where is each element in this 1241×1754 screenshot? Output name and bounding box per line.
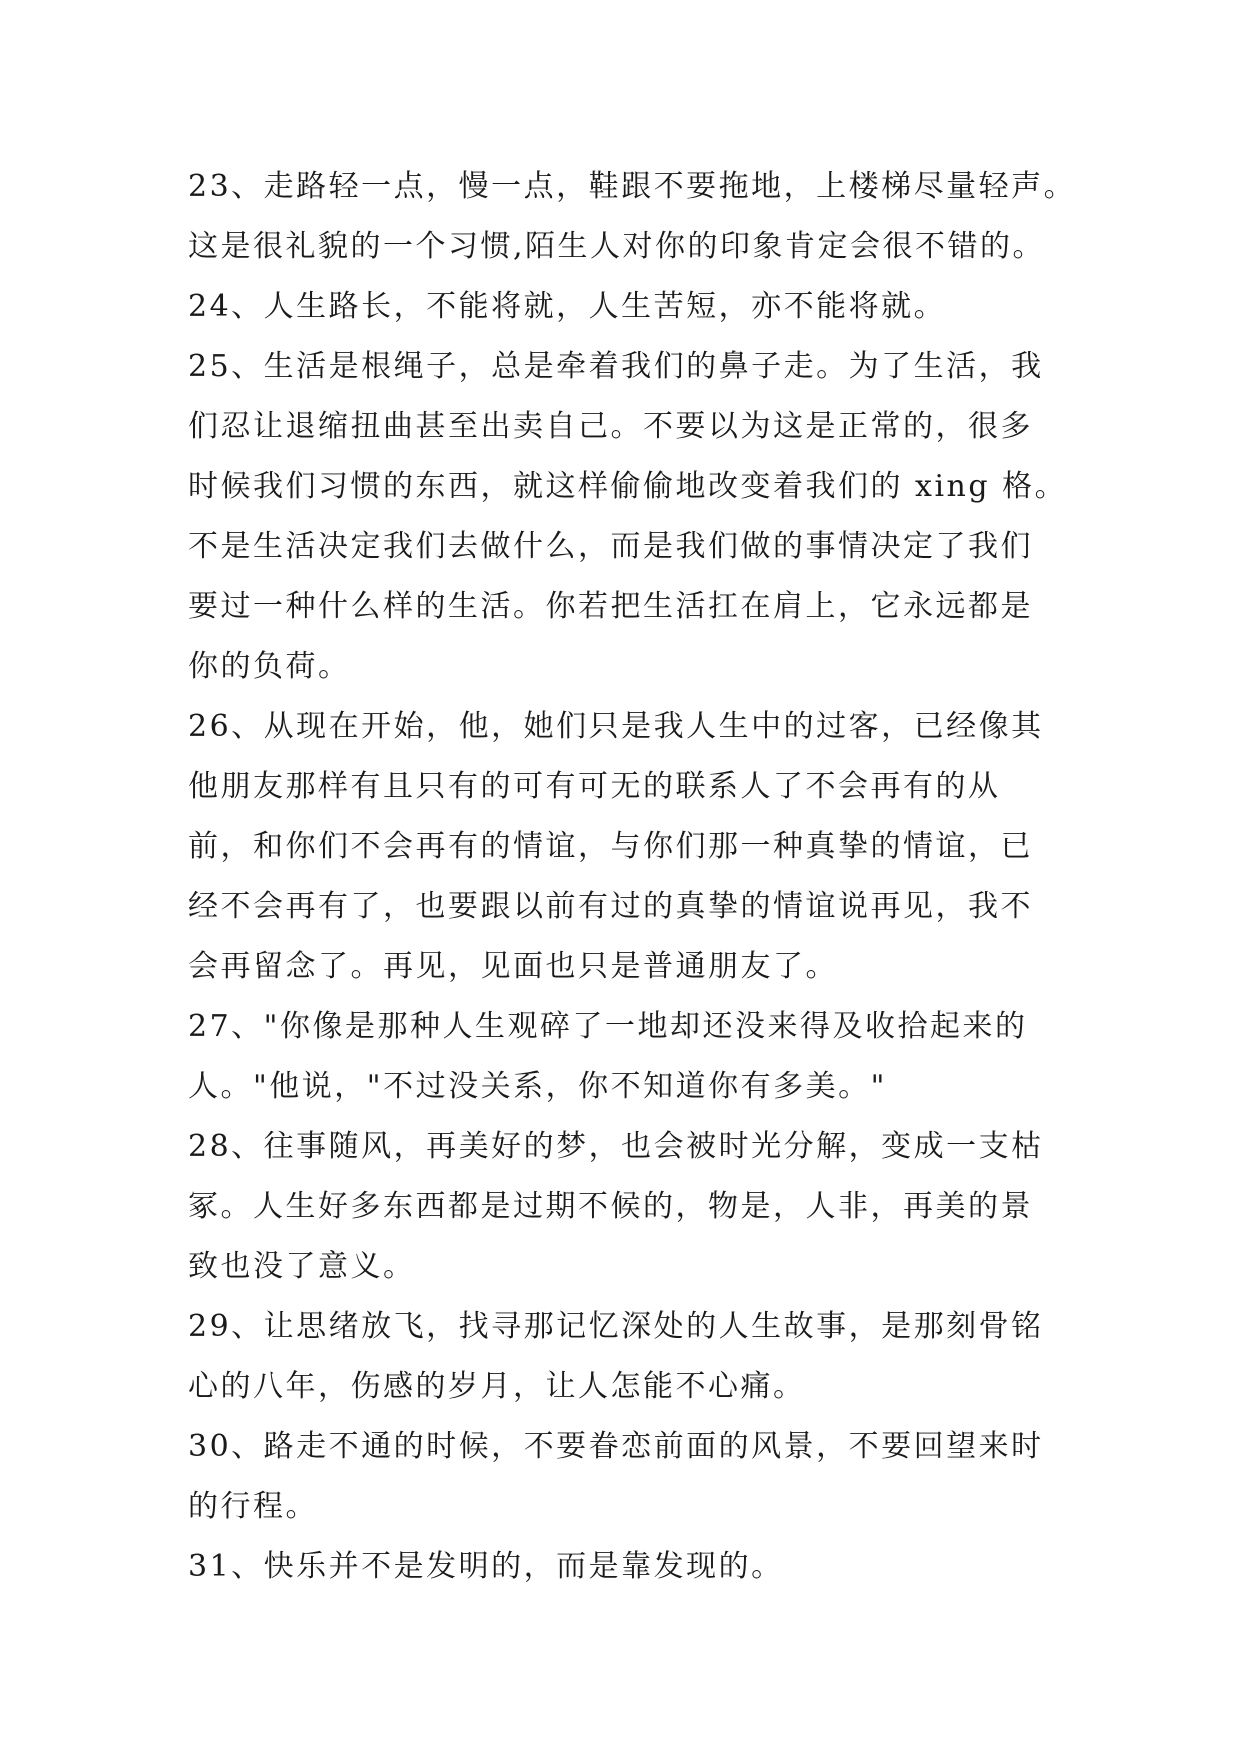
text-line: 28、往事随风，再美好的梦，也会被时光分解，变成一支枯	[188, 1129, 1044, 1164]
document-body	[188, 157, 1088, 1597]
text-line: 30、路走不通的时候，不要眷恋前面的风景，不要回望来时	[188, 1429, 1044, 1464]
text-line: 你的负荷。	[188, 649, 351, 684]
text-line: 致也没了意义。	[188, 1249, 416, 1284]
text-line: 他朋友那样有且只有的可有可无的联系人了不会再有的从	[188, 769, 1001, 804]
text-line: 的行程。	[188, 1489, 318, 1524]
text-line: 时候我们习惯的东西，就这样偷偷地改变着我们的 xing 格。	[188, 469, 1068, 504]
text-line: 会再留念了。再见，见面也只是普通朋友了。	[188, 949, 838, 984]
text-line: 不是生活决定我们去做什么，而是我们做的事情决定了我们	[188, 529, 1033, 564]
text-line: 们忍让退缩扭曲甚至出卖自己。不要以为这是正常的，很多	[188, 409, 1033, 444]
text-line: 27、"你像是那种人生观碎了一地却还没来得及收拾起来的	[188, 1009, 1028, 1044]
text-line: 人。"他说，"不过没关系，你不知道你有多美。"	[188, 1069, 887, 1104]
text-line: 冢。人生好多东西都是过期不候的，物是，人非，再美的景	[188, 1189, 1033, 1224]
text-line: 31、快乐并不是发明的，而是靠发现的。	[188, 1549, 784, 1584]
text-line: 23、走路轻一点，慢一点，鞋跟不要拖地，上楼梯尽量轻声。	[188, 169, 1077, 204]
text-line: 25、生活是根绳子，总是牵着我们的鼻子走。为了生活，我	[188, 349, 1044, 384]
text-line: 26、从现在开始，他，她们只是我人生中的过客，已经像其	[188, 709, 1044, 744]
text-line: 24、人生路长，不能将就，人生苦短，亦不能将就。	[188, 289, 947, 324]
text-line: 要过一种什么样的生活。你若把生活扛在肩上，它永远都是	[188, 589, 1033, 624]
text-line: 前，和你们不会再有的情谊，与你们那一种真挚的情谊，已	[188, 829, 1033, 864]
text-line: 29、让思绪放飞，找寻那记忆深处的人生故事，是那刻骨铭	[188, 1309, 1044, 1344]
text-line: 这是很礼貌的一个习惯,陌生人对你的印象肯定会很不错的。	[188, 229, 1046, 264]
text-line: 心的八年，伤感的岁月，让人怎能不心痛。	[188, 1369, 806, 1404]
text-line: 经不会再有了，也要跟以前有过的真挚的情谊说再见，我不	[188, 889, 1033, 924]
